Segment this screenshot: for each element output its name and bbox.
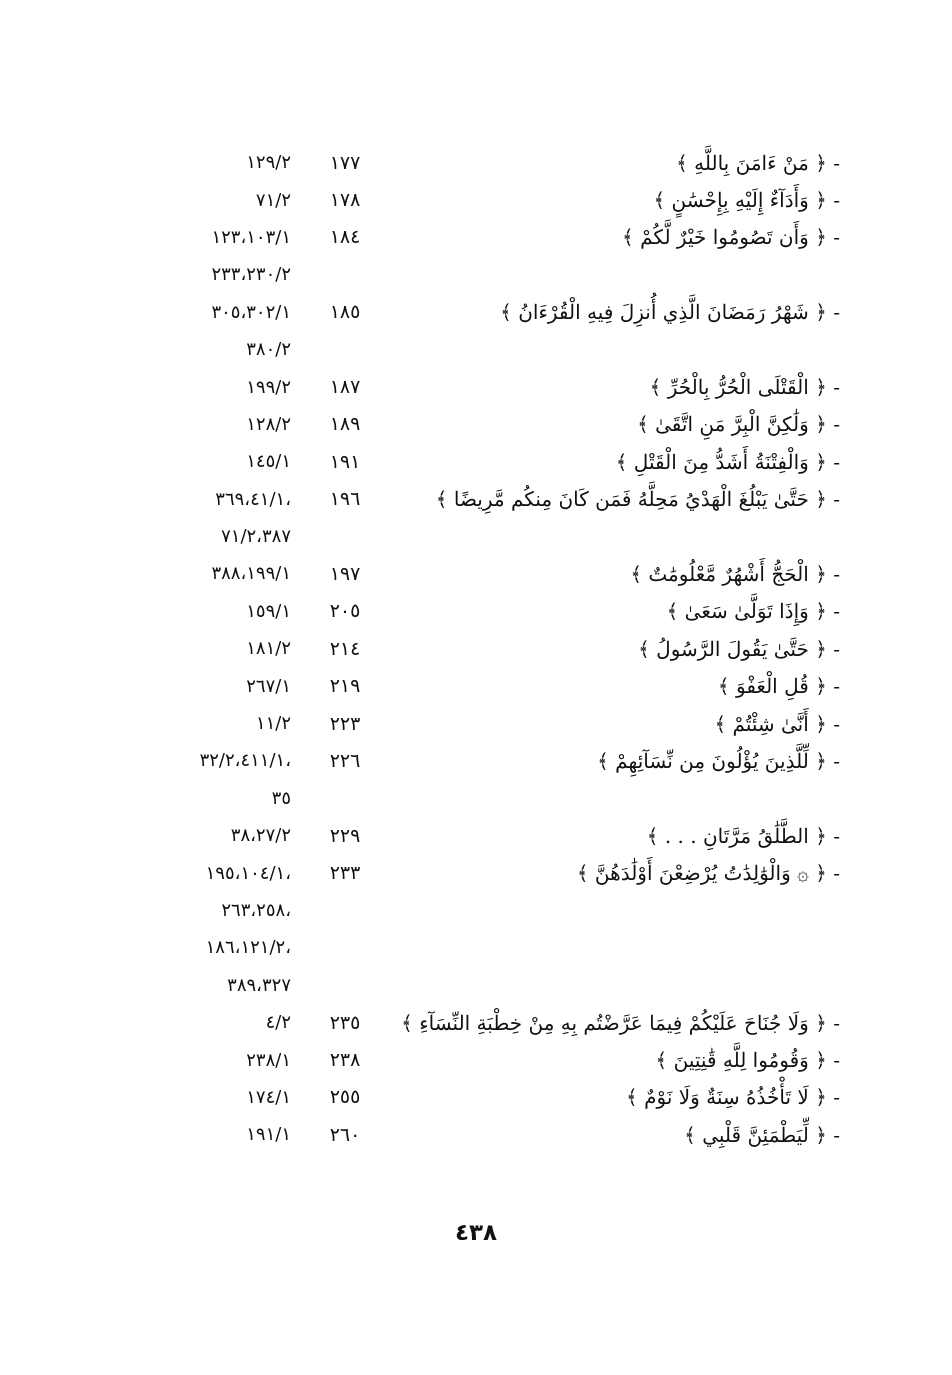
verse-text: - ﴿ حَتَّىٰ يَقُولَ الرَّسُولُ ﴾	[638, 636, 840, 661]
index-row	[120, 406, 840, 443]
verse-number: ١٩٧	[329, 562, 361, 585]
verse-number: ١٧٧	[329, 151, 361, 174]
verse-text: - ﴿ الطَّلَٰقُ مَرَّتَانِ . . . ﴾	[646, 823, 840, 848]
verse-number: ١٨٩	[329, 413, 361, 436]
page-reference: ١٤٥/١	[246, 451, 291, 473]
index-row	[120, 518, 840, 555]
verse-number: ٢١٩	[329, 675, 361, 698]
page-reference: ١٢٨/٢	[246, 413, 291, 435]
page-reference: ١٢٩/٢	[246, 152, 291, 174]
verse-index-list	[120, 144, 840, 1154]
page-reference: ٤/٢	[265, 1012, 291, 1034]
page-reference: ،٣٢/٢،٤١١/١	[199, 750, 291, 772]
page-reference: ٢٦٧/١	[246, 675, 291, 697]
page-reference: ١٥٩/١	[246, 600, 291, 622]
index-row	[120, 742, 840, 779]
verse-text: - ﴿ لَا تَأْخُذُهُ سِنَةٌ وَلَا نَوْمٌ ﴾	[626, 1085, 840, 1110]
verse-text: - ﴿ مَنْ ءَامَنَ بِاللَّهِ ﴾	[676, 150, 840, 175]
verse-text: - ﴿ لِّلَّذِينَ يُؤْلُونَ مِن نِّسَآئِهِمْ ﴾	[597, 748, 840, 773]
index-row	[120, 144, 840, 181]
page-reference: ،١٩٥،١٠٤/١	[205, 862, 291, 884]
index-row	[120, 1116, 840, 1153]
verse-number: ١٩١	[329, 450, 361, 473]
index-row	[120, 256, 840, 293]
page-reference: ٢٣٨/١	[246, 1049, 291, 1071]
index-row	[120, 817, 840, 854]
verse-number: ٢٣٥	[329, 1011, 361, 1034]
verse-text: - ﴿ أَنَّىٰ شِئْتُمْ ﴾	[714, 711, 840, 736]
page-reference: ٧١/٢،٣٨٧	[221, 526, 291, 548]
verse-number: ١٨٤	[329, 226, 361, 249]
index-row	[120, 854, 840, 891]
index-row	[120, 929, 840, 966]
verse-text: - ﴿ وَأَدَآءٌ إِلَيْهِ بِإِحْسَٰنٍ ﴾	[653, 188, 840, 213]
index-row	[120, 555, 840, 592]
index-row	[120, 1041, 840, 1078]
page-reference: ٣٨٠/٢	[246, 339, 291, 361]
page-number: ٤٣٨	[454, 1220, 498, 1246]
verse-text: - ﴿ وَإِذَا تَوَلَّىٰ سَعَىٰ ﴾	[666, 599, 840, 624]
page-reference: ٧١/٢	[255, 189, 291, 211]
page-reference: ٣٨٨،١٩٩/١	[211, 563, 291, 585]
index-row	[120, 630, 840, 667]
verse-text: - ﴿ شَهْرُ رَمَضَانَ الَّذِي أُنزِلَ فِيهِ الْقُرْءَانُ ﴾	[500, 300, 840, 325]
index-row	[120, 1079, 840, 1116]
page-reference: ،٢٦٣،٢٥٨	[221, 900, 291, 921]
index-row	[120, 294, 840, 331]
index-row	[120, 368, 840, 405]
page-reference: ٣٨،٢٧/٢	[230, 825, 291, 847]
verse-number: ٢١٤	[329, 637, 361, 660]
index-row	[120, 181, 840, 218]
index-row	[120, 443, 840, 480]
page-reference: ١١/٢	[255, 713, 291, 735]
verse-number: ٢٠٥	[329, 600, 361, 623]
index-row	[120, 331, 840, 368]
verse-text: - ﴿ وَلَا جُنَاحَ عَلَيْكُمْ فِيمَا عَرَّضْتُم بِهِ مِنْ خِطْبَةِ النِّسَآءِ ﴾	[401, 1010, 840, 1035]
index-row	[120, 667, 840, 704]
page-reference: ١٧٤/١	[246, 1086, 291, 1108]
verse-text: - ﴿ الْحَجُّ أَشْهُرٌ مَّعْلُومَٰتٌ ﴾	[630, 561, 840, 586]
verse-number: ١٧٨	[329, 189, 361, 212]
verse-text: - ﴿ لِّيَطْمَئِنَّ قَلْبِي ﴾	[684, 1122, 840, 1147]
page-reference: ٣٨٩،٣٢٧	[227, 974, 291, 996]
page-reference: ٣٥	[271, 787, 291, 809]
verse-number: ٢٢٦	[329, 749, 361, 772]
verse-text: - ﴿ قُلِ الْعَفْوَ ﴾	[717, 674, 840, 699]
page-reference: ١٨١/٢	[246, 638, 291, 660]
verse-text: - ﴿ حَتَّىٰ يَبْلُغَ الْهَدْيُ مَحِلَّهُ فَمَن كَانَ مِنكُم مَّرِيضًا ﴾	[435, 487, 840, 512]
index-row	[120, 705, 840, 742]
verse-number: ٢٣٣	[329, 862, 361, 885]
page-reference: ١٢٣،١٠٣/١	[211, 226, 291, 248]
verse-text: - ﴿ وَقُومُوا لِلَّهِ قَٰنِتِينَ ﴾	[655, 1048, 840, 1073]
verse-number: ١٩٦	[329, 488, 361, 511]
verse-number: ٢٥٥	[329, 1086, 361, 1109]
verse-text: - ﴿ وَالْفِتْنَةُ أَشَدُّ مِنَ الْقَتْلِ ﴾	[615, 449, 840, 474]
verse-number: ٢٢٩	[329, 824, 361, 847]
verse-number: ٢٣٨	[329, 1049, 361, 1072]
page-reference: ٣٠٥،٣٠٢/١	[211, 301, 291, 323]
verse-number: ٢٢٣	[329, 712, 361, 735]
page-reference: ،١٨٦،١٢١/٢	[205, 937, 291, 959]
index-row	[120, 481, 840, 518]
verse-number: ٢٦٠	[329, 1123, 361, 1146]
verse-text: - ﴿ الْقَتْلَى الْحُرُّ بِالْحُرِّ ﴾	[649, 375, 840, 400]
index-row	[120, 967, 840, 1004]
page-reference: ٢٣٣،٢٣٠/٢	[211, 264, 291, 286]
verse-number: ١٨٥	[329, 301, 361, 324]
verse-number: ١٨٧	[329, 376, 361, 399]
index-row	[120, 593, 840, 630]
page-reference: ١٩١/١	[246, 1124, 291, 1146]
verse-text: - ﴿ وَأَن تَصُومُوا خَيْرٌ لَّكُمْ ﴾	[622, 225, 840, 250]
index-row	[120, 1004, 840, 1041]
page-reference: ،٣٦٩،٤١/١	[215, 488, 291, 510]
page-reference: ١٩٩/٢	[246, 376, 291, 398]
index-row	[120, 892, 840, 929]
verse-text: - ﴿ وَلَٰكِنَّ الْبِرَّ مَنِ اتَّقَىٰ ﴾	[637, 412, 840, 437]
verse-text: - ﴿ ۞ وَالْوَٰلِدَٰتُ يُرْضِعْنَ أَوْلَٰدَهُنَّ ﴾	[576, 861, 840, 886]
index-row	[120, 780, 840, 817]
index-row	[120, 219, 840, 256]
